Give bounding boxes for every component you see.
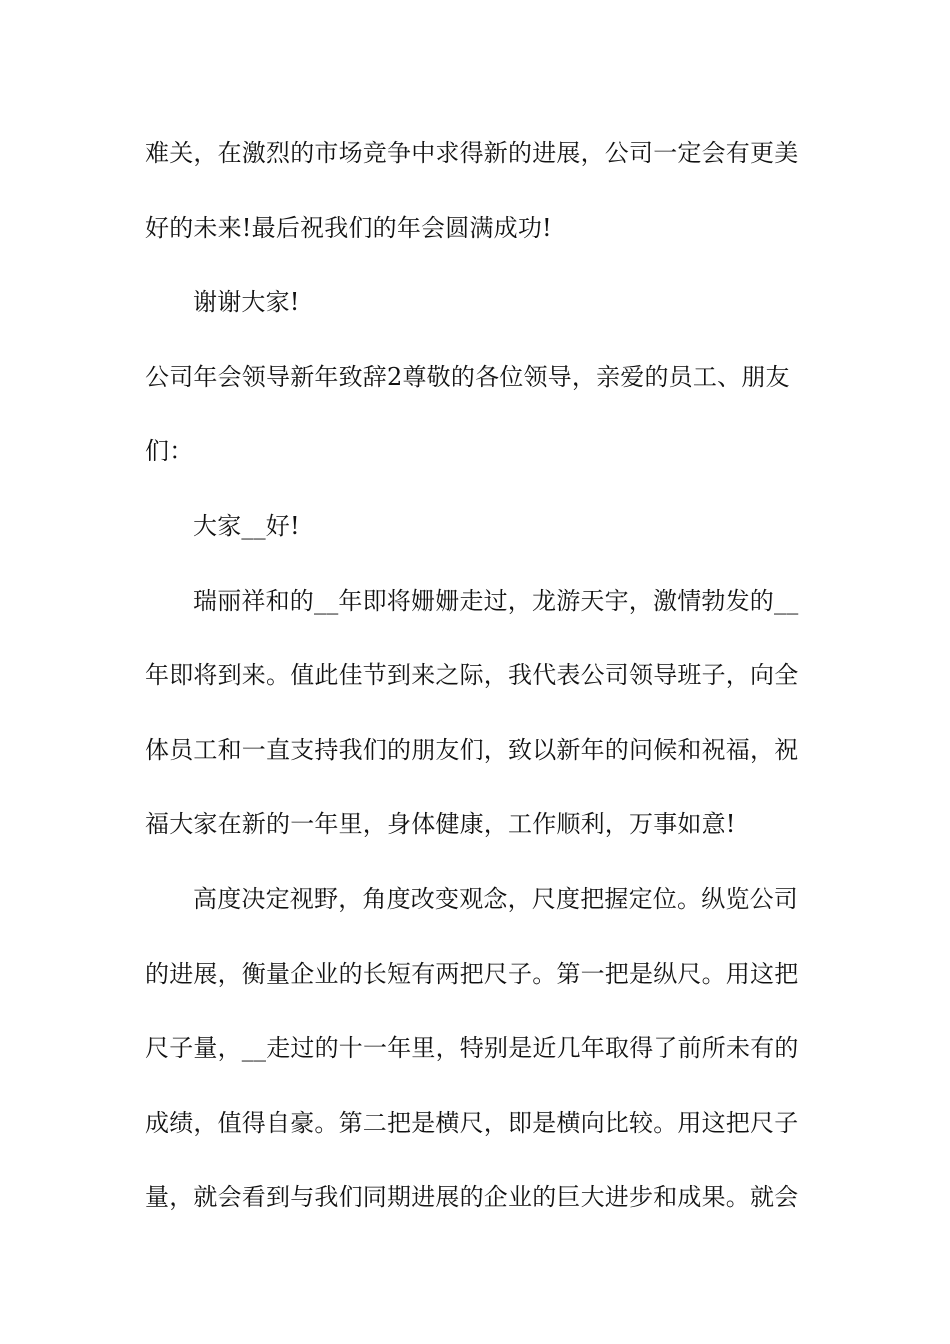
text-line: 尺子量，__走过的十一年里，特别是近几年取得了前所未有的	[145, 1034, 799, 1063]
text-line: 公司年会领导新年致辞2尊敬的各位领导，亲爱的员工、朋友	[145, 362, 790, 391]
text-line: 大家__好!	[193, 511, 300, 540]
text-line: 的进展，衡量企业的长短有两把尺子。第一把是纵尺。用这把	[145, 959, 799, 988]
text-line: 难关，在激烈的市场竞争中求得新的进展，公司一定会有更美	[145, 139, 799, 167]
text-line: 们：	[145, 437, 194, 466]
text-line: 好的未来!最后祝我们的年会圆满成功!	[145, 213, 552, 242]
text-line: 瑞丽祥和的__年即将姗姗走过，龙游天宇，激情勃发的__	[193, 586, 799, 615]
document-body	[145, 125, 810, 1244]
text-line: 体员工和一直支持我们的朋友们，致以新年的问候和祝福，祝	[145, 735, 799, 764]
text-line: 成绩，值得自豪。第二把是横尺，即是横向比较。用这把尺子	[145, 1108, 799, 1137]
text-line: 量，就会看到与我们同期进展的企业的巨大进步和成果。就会	[145, 1183, 799, 1212]
text-line: 福大家在新的一年里，身体健康，工作顺利，万事如意!	[145, 810, 736, 839]
text-line: 年即将到来。值此佳节到来之际，我代表公司领导班子，向全	[145, 661, 799, 690]
text-line: 高度决定视野，角度改变观念，尺度把握定位。纵览公司	[193, 884, 798, 913]
text-line: 谢谢大家!	[193, 288, 300, 317]
